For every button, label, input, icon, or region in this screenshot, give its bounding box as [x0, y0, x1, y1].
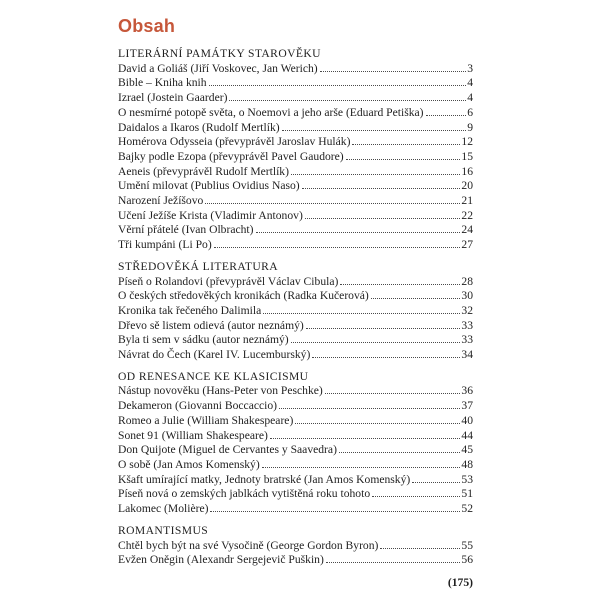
entry-title: Bajky podle Ezopa (převyprávěl Pavel Gaudore)	[118, 149, 344, 163]
dot-leader	[291, 174, 460, 175]
toc-entry	[118, 384, 473, 399]
toc-entry	[118, 106, 473, 121]
entry-title: Věrní přátelé (Ivan Olbracht)	[118, 223, 254, 237]
toc-entry	[118, 135, 473, 150]
toc-entry	[118, 348, 473, 363]
entry-page-number: 34	[461, 348, 473, 362]
entry-page-number: 27	[461, 238, 473, 252]
entry-page-number: 24	[461, 223, 473, 237]
entry-title: Píseň nová o zemských jablkách vytištěná roku tohoto	[118, 487, 371, 501]
toc-entry	[118, 414, 473, 429]
dot-leader	[371, 298, 461, 299]
toc-section	[118, 370, 473, 517]
section-heading: STŘEDOVĚKÁ LITERATURA	[118, 259, 279, 273]
entry-page-number: 33	[461, 318, 473, 332]
entry-title: Bible – Kniha knih	[118, 76, 207, 90]
toc-entry	[118, 304, 473, 319]
entry-page-number: 30	[461, 289, 473, 303]
toc-list	[118, 47, 473, 568]
entry-page-number: 45	[461, 443, 473, 457]
entry-title: David a Goliáš (Jiří Voskovec, Jan Werich)	[118, 61, 318, 75]
entry-page-number: 48	[461, 457, 473, 471]
entry-title: Návrat do Čech (Karel IV. Lucemburský)	[118, 348, 311, 362]
entry-title: O českých středověkých kronikách (Radka Kučerová)	[118, 289, 369, 303]
entry-page-number: 4	[467, 91, 473, 105]
entry-page-number: 52	[461, 502, 473, 516]
dot-leader	[291, 342, 461, 343]
entry-page-number: 36	[461, 384, 473, 398]
entry-title: Umění milovat (Publius Ovidius Naso)	[118, 179, 300, 193]
entry-title: Daidalos a Ikaros (Rudolf Mertlík)	[118, 120, 280, 134]
entry-title: Izrael (Jostein Gaarder)	[118, 91, 228, 105]
dot-leader	[295, 423, 460, 424]
entry-page-number: 55	[461, 538, 473, 552]
toc-entry	[118, 443, 473, 458]
entry-title: Sonet 91 (William Shakespeare)	[118, 428, 268, 442]
entry-title: Dekameron (Giovanni Boccaccio)	[118, 399, 278, 413]
toc-entry	[118, 289, 473, 304]
toc-entry	[118, 319, 473, 334]
toc-entry	[118, 179, 473, 194]
dot-leader	[426, 115, 467, 116]
entry-page-number: 40	[461, 413, 473, 427]
toc-entry	[118, 91, 473, 106]
entry-page-number: 44	[461, 428, 473, 442]
toc-entry	[118, 553, 473, 568]
entry-page-number: 6	[467, 105, 473, 119]
dot-leader	[326, 562, 461, 563]
entry-title: Don Quijote (Miguel de Cervantes y Saavedra)	[118, 443, 337, 457]
dot-leader	[302, 188, 461, 189]
entry-page-number: 15	[461, 149, 473, 163]
dot-leader	[262, 467, 461, 468]
entry-page-number: 28	[461, 274, 473, 288]
toc-entry	[118, 209, 473, 224]
dot-leader	[214, 247, 461, 248]
toc-entry	[118, 539, 473, 554]
dot-leader	[339, 452, 460, 453]
entry-title: Učení Ježíše Krista (Vladimir Antonov)	[118, 208, 303, 222]
entry-title: Dřevo sě listem odievá (autor neznámý)	[118, 318, 304, 332]
dot-leader	[279, 408, 460, 409]
toc-section	[118, 260, 473, 363]
toc-entry	[118, 275, 473, 290]
entry-title: O sobě (Jan Amos Komenský)	[118, 457, 260, 471]
toc-entry	[118, 473, 473, 488]
dot-leader	[312, 357, 460, 358]
entry-page-number: 9	[467, 120, 473, 134]
toc-entry	[118, 333, 473, 348]
entry-title: Homérova Odysseia (převyprávěl Jaroslav Hulák)	[118, 135, 351, 149]
dot-leader	[412, 482, 460, 483]
dot-leader	[346, 159, 461, 160]
toc-entry	[118, 150, 473, 165]
entry-page-number: 22	[461, 208, 473, 222]
entry-title: Kšaft umírající matky, Jednoty bratrské (Jan Amos Komenský)	[118, 472, 411, 486]
entry-title: Narození Ježíšovo	[118, 194, 204, 208]
toc-entry	[118, 238, 473, 253]
dot-leader	[306, 328, 461, 329]
toc-entry	[118, 458, 473, 473]
entry-title: Tři kumpáni (Li Po)	[118, 238, 212, 252]
dot-leader	[352, 144, 460, 145]
entry-title: Nástup novověku (Hans-Peter von Peschke)	[118, 384, 323, 398]
entry-page-number: 16	[461, 164, 473, 178]
entry-title: Evžen Oněgin (Alexandr Sergejevič Puškin)	[118, 553, 324, 567]
entry-title: Aeneis (převyprávěl Rudolf Mertlík)	[118, 164, 289, 178]
toc-entry	[118, 194, 473, 209]
entry-page-number: 33	[461, 333, 473, 347]
entry-page-number: 20	[461, 179, 473, 193]
page-title: Obsah	[118, 16, 176, 36]
section-heading: ROMANTISMUS	[118, 523, 209, 537]
entry-title: Lakomec (Molière)	[118, 502, 209, 516]
dot-leader	[282, 130, 467, 131]
section-heading: OD RENESANCE KE KLASICISMU	[118, 369, 309, 383]
dot-leader	[209, 85, 467, 86]
entry-title: O nesmírné potopě světa, o Noemovi a jeho arše (Eduard Petiška)	[118, 105, 424, 119]
folio-page-number: (175)	[447, 575, 473, 589]
toc-entry	[118, 121, 473, 136]
entry-title: Chtěl bych být na své Vysočině (George Gordon Byron)	[118, 538, 379, 552]
dot-leader	[320, 71, 467, 72]
toc-section	[118, 47, 473, 253]
entry-title: Kronika tak řečeného Dalimila	[118, 303, 262, 317]
dot-leader	[205, 203, 460, 204]
entry-title: Romeo a Julie (William Shakespeare)	[118, 413, 294, 427]
toc-entry	[118, 62, 473, 77]
toc-entry	[118, 399, 473, 414]
toc-entry	[118, 165, 473, 180]
dot-leader	[305, 218, 461, 219]
entry-page-number: 3	[467, 61, 473, 75]
toc-entry	[118, 223, 473, 238]
entry-page-number: 53	[461, 472, 473, 486]
dot-leader	[263, 313, 460, 314]
section-heading: LITERÁRNÍ PAMÁTKY STAROVĚKU	[118, 47, 321, 60]
entry-page-number: 4	[467, 76, 473, 90]
dot-leader	[229, 100, 466, 101]
toc-entry	[118, 487, 473, 502]
entry-page-number: 32	[461, 303, 473, 317]
dot-leader	[325, 393, 461, 394]
dot-leader	[270, 438, 461, 439]
toc-entry	[118, 76, 473, 91]
dot-leader	[210, 511, 460, 512]
dot-leader	[340, 284, 460, 285]
entry-page-number: 21	[461, 194, 473, 208]
entry-page-number: 12	[461, 135, 473, 149]
dot-leader	[380, 548, 460, 549]
entry-title: Byla ti sem v sádku (autor neznámý)	[118, 333, 289, 347]
entry-title: Píseň o Rolandovi (převyprávěl Václav Cibula)	[118, 274, 339, 288]
entry-page-number: 37	[461, 399, 473, 413]
toc-entry	[118, 502, 473, 517]
dot-leader	[372, 496, 460, 497]
toc-entry	[118, 429, 473, 444]
entry-page-number: 56	[461, 553, 473, 567]
entry-page-number: 51	[461, 487, 473, 501]
dot-leader	[256, 232, 461, 233]
toc-section	[118, 524, 473, 568]
